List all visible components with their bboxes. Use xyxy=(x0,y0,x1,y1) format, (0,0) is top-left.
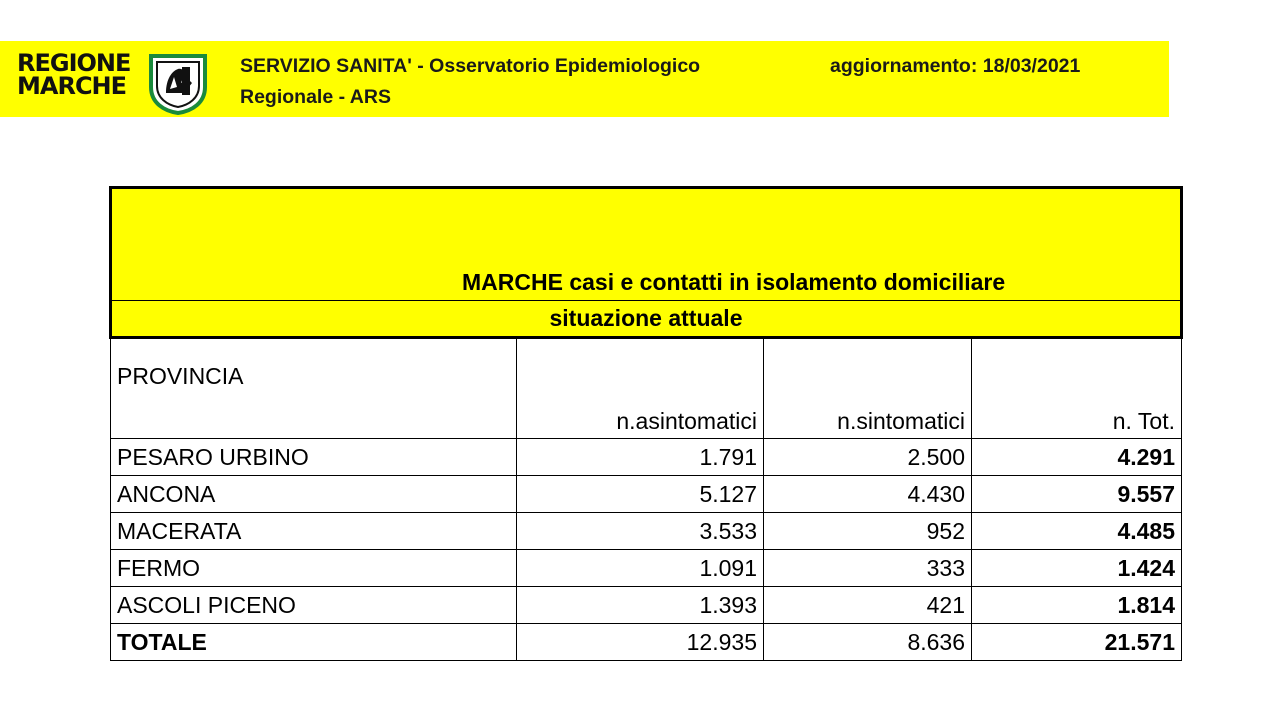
province-name: FERMO xyxy=(111,550,517,587)
symptomatic-count: 4.430 xyxy=(764,476,972,513)
regione-marche-logo xyxy=(17,49,212,112)
service-title-line-1: SERVIZIO SANITA' - Osservatorio Epidemiologico xyxy=(240,55,701,77)
total-count: 4.485 xyxy=(972,513,1182,550)
col-header-sintomatici: n.sintomatici xyxy=(764,338,972,439)
asymptomatic-count: 5.127 xyxy=(517,476,764,513)
service-title xyxy=(240,51,800,113)
logo-line-2: MARCHE xyxy=(17,72,127,100)
logo-line-1: REGIONE xyxy=(17,49,131,77)
table-total-row xyxy=(111,624,1182,661)
header-banner xyxy=(0,41,1169,117)
table-row xyxy=(111,476,1182,513)
symptomatic-count: 2.500 xyxy=(764,439,972,476)
total-asymptomatic: 12.935 xyxy=(517,624,764,661)
province-name: MACERATA xyxy=(111,513,517,550)
symptomatic-count: 952 xyxy=(764,513,972,550)
service-title-line-2: Regionale - ARS xyxy=(240,86,391,108)
col-header-provincia: PROVINCIA xyxy=(111,338,517,439)
province-name: PESARO URBINO xyxy=(111,439,517,476)
asymptomatic-count: 1.091 xyxy=(517,550,764,587)
coat-of-arms-icon xyxy=(148,53,208,115)
table-row xyxy=(111,439,1182,476)
table-row xyxy=(111,550,1182,587)
province-name: ANCONA xyxy=(111,476,517,513)
col-header-asintomatici: n.asintomatici xyxy=(517,338,764,439)
asymptomatic-count: 1.393 xyxy=(517,587,764,624)
table-row xyxy=(111,513,1182,550)
update-date: aggiornamento: 18/03/2021 xyxy=(830,55,1081,77)
logo-wordmark xyxy=(17,49,131,100)
total-symptomatic: 8.636 xyxy=(764,624,972,661)
total-count: 1.814 xyxy=(972,587,1182,624)
isolation-table xyxy=(109,186,1183,661)
grand-total: 21.571 xyxy=(972,624,1182,661)
asymptomatic-count: 3.533 xyxy=(517,513,764,550)
table-row xyxy=(111,587,1182,624)
total-count: 1.424 xyxy=(972,550,1182,587)
total-label: TOTALE xyxy=(111,624,517,661)
table-title: MARCHE casi e contatti in isolamento domiciliare xyxy=(111,188,1182,301)
total-count: 9.557 xyxy=(972,476,1182,513)
table-subtitle: situazione attuale xyxy=(111,301,1182,338)
asymptomatic-count: 1.791 xyxy=(517,439,764,476)
symptomatic-count: 333 xyxy=(764,550,972,587)
col-header-totale: n. Tot. xyxy=(972,338,1182,439)
total-count: 4.291 xyxy=(972,439,1182,476)
symptomatic-count: 421 xyxy=(764,587,972,624)
province-name: ASCOLI PICENO xyxy=(111,587,517,624)
